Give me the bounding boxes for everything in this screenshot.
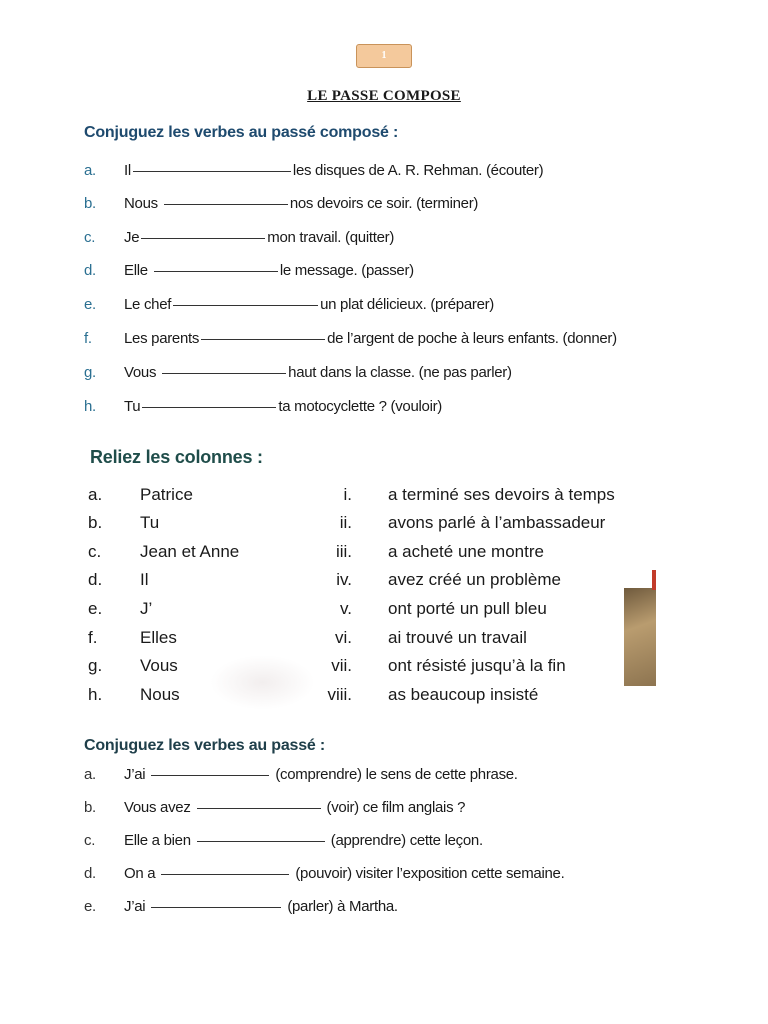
item-subject: On a	[124, 865, 156, 882]
item-subject: Vous	[124, 364, 157, 381]
left-subject: Tu	[140, 513, 160, 532]
right-phrase: ont résisté jusqu’à la fin	[388, 656, 566, 675]
right-phrase: a terminé ses devoirs à temps	[388, 485, 615, 504]
item-subject: Elle a bien	[124, 832, 191, 849]
right-numeral: i.	[343, 485, 352, 504]
item-letter: h.	[84, 398, 96, 415]
item-rest: (parler) à Martha.	[287, 898, 398, 915]
answer-blank[interactable]	[197, 807, 321, 809]
item-letter: a.	[84, 162, 96, 179]
right-numeral: ii.	[339, 513, 352, 532]
item-letter: d.	[84, 865, 96, 882]
right-phrase: ont porté un pull bleu	[388, 599, 547, 618]
left-subject: Il	[140, 570, 149, 589]
exercise3-item-a	[84, 766, 518, 783]
item-subject: Il	[124, 162, 131, 179]
answer-blank[interactable]	[142, 406, 276, 408]
item-subject: Elle	[124, 262, 148, 279]
cropped-photo-fragment	[624, 588, 656, 686]
item-letter: g.	[84, 364, 96, 381]
right-phrase: a acheté une montre	[388, 542, 544, 561]
item-letter: a.	[84, 766, 96, 783]
item-letter: c.	[84, 229, 96, 246]
item-subject: Tu	[124, 398, 141, 415]
item-letter: d.	[84, 262, 96, 279]
match-row-e	[88, 599, 658, 623]
item-letter: b.	[84, 799, 96, 816]
match-row-a	[88, 485, 658, 509]
exercise1-item-a	[84, 162, 543, 179]
item-rest: de l’argent de poche à leurs enfants. (donner)	[327, 330, 617, 347]
left-letter: d.	[88, 570, 103, 589]
left-subject: Patrice	[140, 485, 193, 504]
answer-blank[interactable]	[141, 237, 265, 239]
item-rest: (apprendre) cette leçon.	[330, 832, 483, 849]
match-row-c	[88, 542, 658, 566]
right-numeral: v.	[340, 599, 352, 618]
answer-blank[interactable]	[151, 906, 281, 908]
exercise1-item-b	[84, 195, 478, 212]
exercise1-item-e	[84, 296, 494, 313]
answer-blank[interactable]	[154, 270, 278, 272]
exercise3-item-c	[84, 832, 483, 849]
left-letter: a.	[88, 485, 103, 504]
match-row-f	[88, 628, 658, 652]
item-rest: nos devoirs ce soir. (terminer)	[289, 195, 479, 212]
item-rest: (pouvoir) visiter l’exposition cette semaine.	[295, 865, 565, 882]
right-numeral: iii.	[335, 542, 352, 561]
left-subject: Nous	[140, 685, 180, 704]
scan-smudge	[210, 655, 315, 710]
answer-blank[interactable]	[133, 170, 291, 172]
exercise3-item-b	[84, 799, 465, 816]
right-numeral: viii.	[327, 685, 352, 704]
item-rest: le message. (passer)	[279, 262, 414, 279]
left-subject: J’	[140, 599, 153, 618]
left-letter: e.	[88, 599, 103, 618]
item-subject: Je	[124, 229, 140, 246]
item-subject: J’ai	[124, 766, 146, 783]
match-row-b	[88, 513, 658, 537]
exercise3-item-d	[84, 865, 564, 882]
page-number-badge: 1	[356, 44, 412, 68]
match-row-h	[88, 685, 658, 709]
right-phrase: avons parlé à l’ambassadeur	[388, 513, 606, 532]
document-title: LE PASSE COMPOSE	[307, 88, 461, 104]
exercise3-item-e	[84, 898, 398, 915]
exercise1-item-h	[84, 398, 442, 415]
left-letter: g.	[88, 656, 103, 675]
item-rest: ta motocyclette ? (vouloir)	[278, 398, 442, 415]
left-subject: Jean et Anne	[140, 542, 240, 561]
item-rest: les disques de A. R. Rehman. (écouter)	[292, 162, 544, 179]
item-letter: c.	[84, 832, 96, 849]
answer-blank[interactable]	[201, 338, 325, 340]
left-letter: c.	[88, 542, 102, 561]
item-rest: haut dans la classe. (ne pas parler)	[288, 364, 512, 381]
item-subject: Les parents	[124, 330, 200, 347]
match-row-g	[88, 656, 658, 680]
item-subject: J’ai	[124, 898, 146, 915]
left-letter: b.	[88, 513, 103, 532]
section1-heading: Conjuguez les verbes au passé composé :	[84, 124, 399, 141]
item-letter: b.	[84, 195, 96, 212]
exercise1-item-d	[84, 262, 414, 279]
item-subject: Vous avez	[124, 799, 191, 816]
item-subject: Nous	[124, 195, 158, 212]
right-numeral: iv.	[336, 570, 352, 589]
section2-heading: Reliez les colonnes :	[90, 447, 263, 467]
item-letter: e.	[84, 296, 96, 313]
match-row-d	[88, 570, 658, 594]
item-rest: (voir) ce film anglais ?	[326, 799, 466, 816]
answer-blank[interactable]	[173, 304, 318, 306]
answer-blank[interactable]	[164, 203, 288, 205]
right-phrase: avez créé un problème	[388, 570, 561, 589]
right-phrase: as beaucoup insisté	[388, 685, 539, 704]
item-rest: mon travail. (quitter)	[267, 229, 395, 246]
answer-blank[interactable]	[197, 840, 325, 842]
answer-blank[interactable]	[162, 372, 286, 374]
exercise1-item-g	[84, 364, 512, 381]
item-rest: un plat délicieux. (préparer)	[320, 296, 495, 313]
exercise1-item-f	[84, 330, 617, 347]
right-numeral: vi.	[335, 628, 352, 647]
item-letter: f.	[84, 330, 92, 347]
left-subject: Elles	[140, 628, 177, 647]
left-subject: Vous	[140, 656, 178, 675]
item-rest: (comprendre) le sens de cette phrase.	[275, 766, 518, 783]
right-numeral: vii.	[331, 656, 352, 675]
exercise1-item-c	[84, 229, 394, 246]
left-letter: h.	[88, 685, 103, 704]
answer-blank[interactable]	[161, 873, 289, 875]
right-phrase: ai trouvé un travail	[388, 628, 527, 647]
left-letter: f.	[88, 628, 98, 647]
item-subject: Le chef	[124, 296, 172, 313]
section3-heading: Conjuguez les verbes au passé :	[84, 737, 325, 754]
item-letter: e.	[84, 898, 96, 915]
answer-blank[interactable]	[151, 774, 269, 776]
